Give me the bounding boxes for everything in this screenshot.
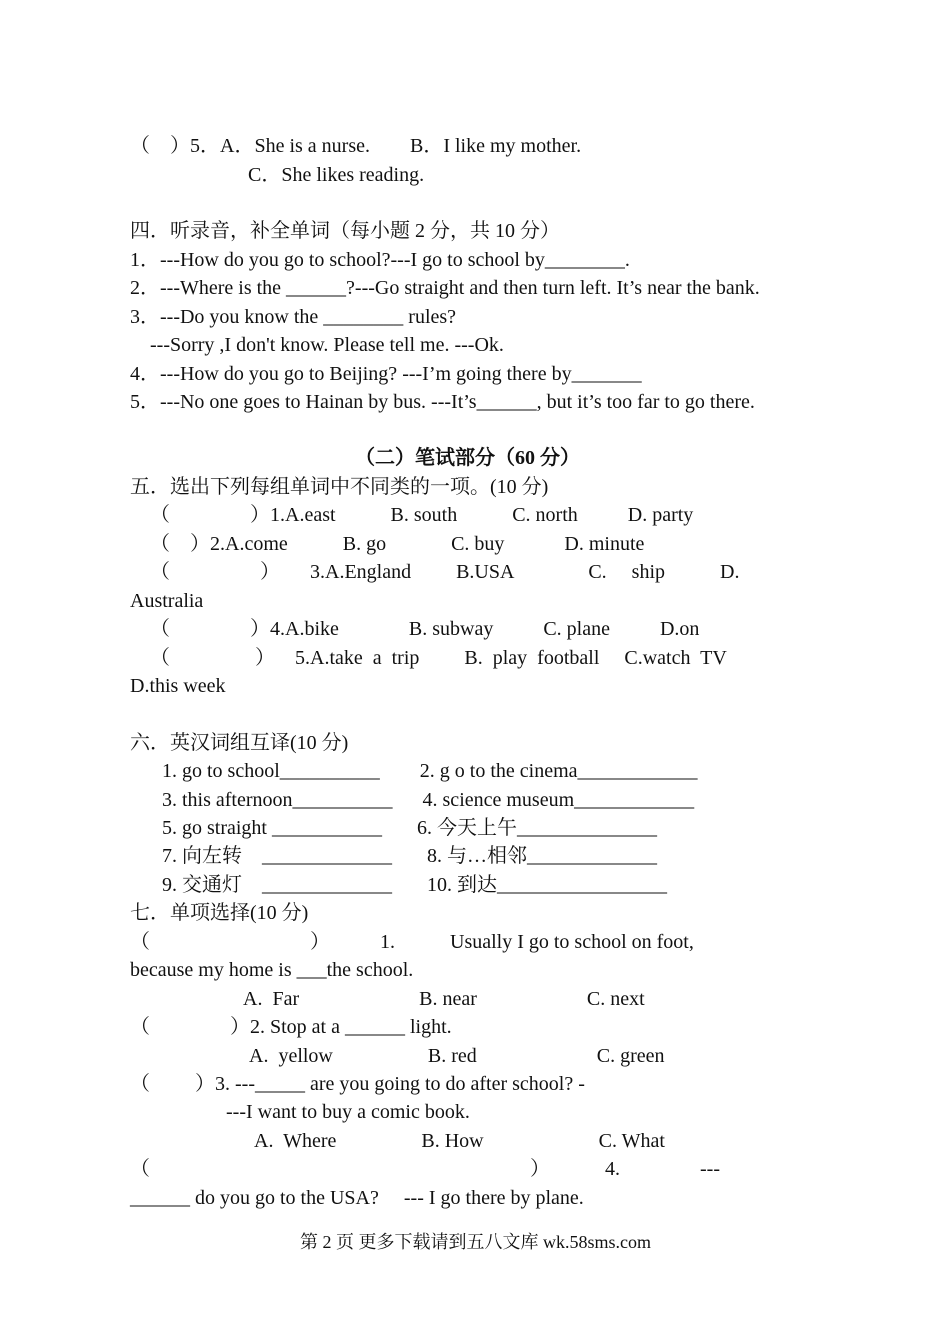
section-5-item-3: （ ） 3.A.England B.USA C. ship D.: [150, 561, 740, 583]
section-7-item-2: （ ）2. Stop at a ______ light.: [130, 1016, 452, 1038]
section-5-title: 五．选出下列每组单词中不同类的一项。(10 分): [130, 476, 549, 498]
section-4-item-3: 3．---Do you know the ________ rules?: [130, 306, 457, 328]
part-2-title: （二）笔试部分（60 分）: [355, 447, 580, 469]
section-7-title: 七．单项选择(10 分): [130, 902, 309, 924]
section-4-item-3-reply: ---Sorry ,I don't know. Please tell me. ---Ok.: [150, 334, 504, 356]
section-5-item-5-wrap: D.this week: [130, 675, 226, 697]
section-5-item-1: （ ）1.A.east B. south C. north D. party: [150, 504, 694, 526]
section-7-item-4: （ ） 4. ---: [130, 1158, 720, 1180]
section-6-row-3: 5. go straight ___________ 6. 今天上午______________: [162, 817, 657, 839]
section-4-item-2: 2．---Where is the ______?---Go straight and then turn left. It’s near the bank.: [130, 277, 760, 299]
section-6-row-1: 1. go to school__________ 2. g o to the cinema____________: [162, 760, 698, 782]
section-4-item-5: 5．---No one goes to Hainan by bus. ---It’s______, but it’s too far to go there.: [130, 391, 755, 413]
section-6-title: 六．英汉词组互译(10 分): [130, 732, 349, 754]
question-5-line-1: （ ）5．A．She is a nurse. B．I like my mother.: [130, 135, 582, 157]
section-7-item-2-options: A. yellow B. red C. green: [249, 1045, 665, 1067]
section-4-item-1: 1．---How do you go to school?---I go to school by________.: [130, 249, 630, 271]
section-7-item-4-wrap: ______ do you go to the USA? --- I go there by plane.: [130, 1187, 584, 1209]
section-7-item-1-options: A. Far B. near C. next: [243, 988, 645, 1010]
section-6-row-2: 3. this afternoon__________ 4. science museum____________: [162, 789, 695, 811]
section-5-item-3-wrap: Australia: [130, 590, 204, 612]
section-7-item-3: （ ）3. ---_____ are you going to do after school? -: [130, 1073, 585, 1095]
section-7-item-3-options: A. Where B. How C. What: [254, 1130, 665, 1152]
section-7-item-3-reply: ---I want to buy a comic book.: [226, 1101, 470, 1123]
section-6-row-4: 7. 向左转 _____________ 8. 与…相邻_____________: [162, 845, 657, 867]
section-7-item-1-wrap: because my home is ___the school.: [130, 959, 414, 981]
section-5-item-4: （ ）4.A.bike B. subway C. plane D.on: [150, 618, 700, 640]
section-7-item-1: （ ） 1. Usually I go to school on foot,: [130, 931, 694, 953]
page-footer: 第 2 页 更多下载请到五八文库 wk.58sms.com: [300, 1232, 651, 1252]
section-6-row-5: 9. 交通灯 _____________ 10. 到达_________________: [162, 874, 667, 896]
question-5-option-c: C．She likes reading.: [248, 164, 425, 186]
section-4-title: 四．听录音，补全单词（每小题 2 分，共 10 分）: [130, 220, 560, 242]
section-4-item-4: 4．---How do you go to Beijing? ---I’m going there by_______: [130, 363, 642, 385]
section-5-item-5: （ ） 5.A.take a trip B. play football C.watch TV: [150, 647, 727, 669]
section-5-item-2: （ ）2.A.come B. go C. buy D. minute: [150, 533, 645, 555]
